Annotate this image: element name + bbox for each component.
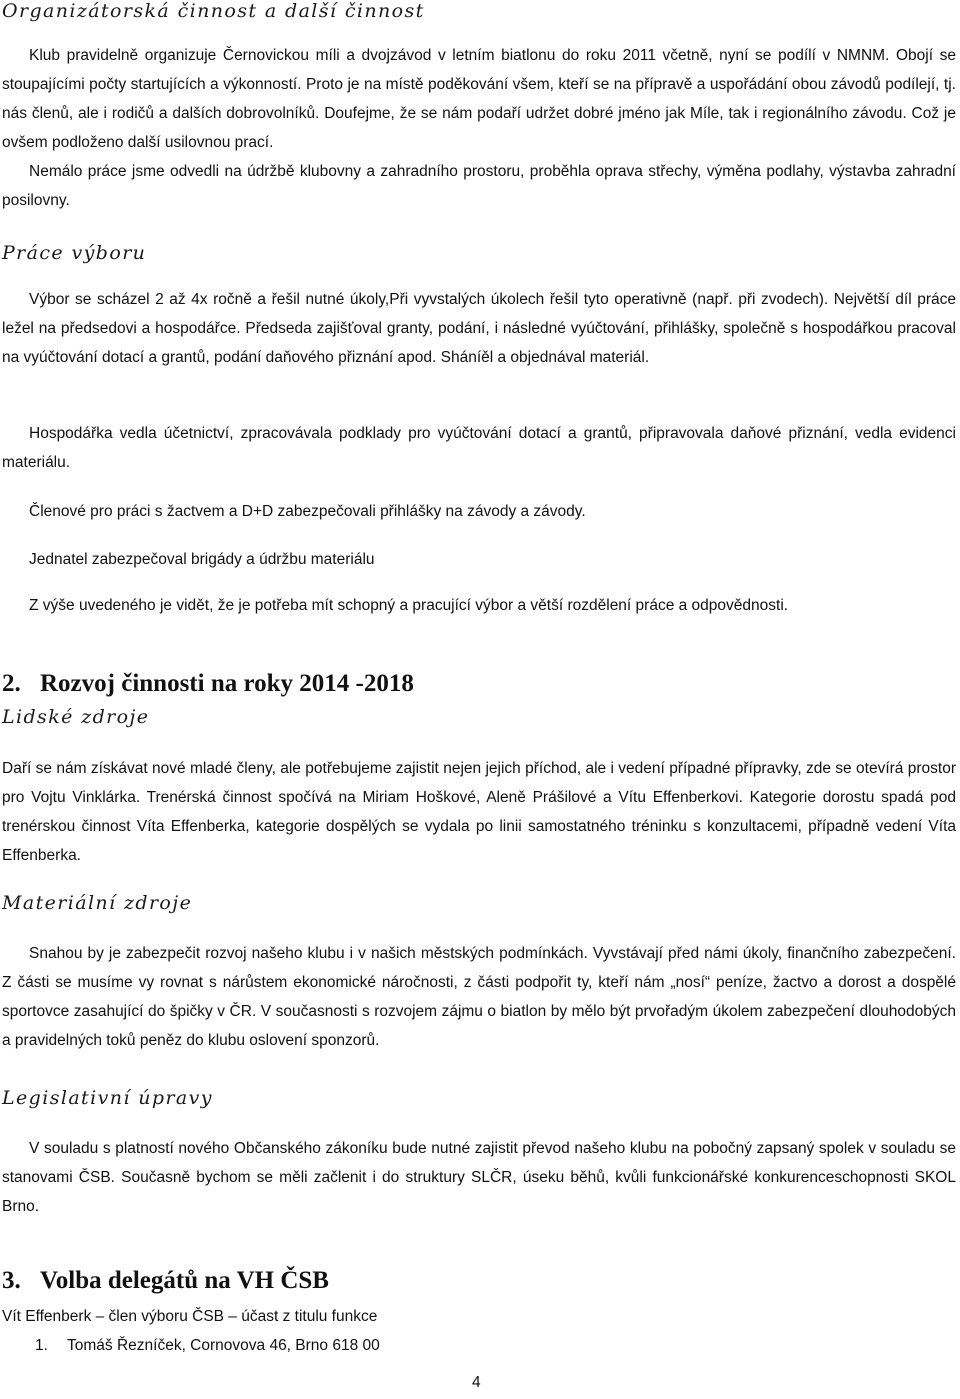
section-heading-volba <box>2 1267 329 1295</box>
list-item-marker: 1. <box>35 1337 48 1354</box>
paragraph-vybor-5: Z výše uvedeného je vidět, že je potřeba mít schopný a pracující výbor a větší rozdělení práce a odpovědnosti. <box>29 597 789 614</box>
page-number: 4 <box>472 1374 481 1391</box>
section-heading-organizacni: Organizátorská činnost a další činnost <box>2 0 425 22</box>
paragraph-vybor-2: Hospodářka vedla účetnictví, zpracovávala podklady pro vyúčtování dotací a grantů, připravovala daňové přiznání, vedla evidenci materiálu. <box>2 425 956 471</box>
volba-intro: Vít Effenberk – člen výboru ČSB – účast z titulu funkce <box>2 1308 378 1325</box>
subsection-heading-lidske-zdroje: Lidské zdroje <box>2 706 150 728</box>
paragraph-organizacni-1: Klub pravidelně organizuje Černovickou míli a dvojzávod v letním biatlonu do roku 2011 včetně, nyní se podílí v NMNM. Obojí se stoupajícími počty startujících a výkonností. Proto je na místě poděkování všem, kteří se na přípravě a uspořádání obou závodů podílejí, tj. nás členů, ale i rodičů a dalších dobrovolníků. Doufejme, že se nám podaří udržet dobré jméno jak Míle, tak i regionálního závodu. Což je ovšem podloženo další usilovnou prací. <box>2 47 956 151</box>
paragraph-legislativni-upravy: V souladu s platností nového Občanského zákoníku bude nutné zajistit převod našeho klubu na pobočný zapsaný spolek v souladu se stanovami ČSB. Současně bychom se měli začlenit i do struktury SLČR, úseku běhů, kvůli funkcionářské konkurenceschopnosti SKOL Brno. <box>2 1140 956 1215</box>
list-item-text: Tomáš Řezníček, Cornovova 46, Brno 618 00 <box>67 1337 380 1354</box>
section-heading-prace-vyboru: Práce výboru <box>2 242 147 264</box>
section-title-volba: Volba delegátů na VH ČSB <box>40 1267 329 1294</box>
section-number-volba: 3. <box>2 1267 21 1294</box>
section-number-rozvoj: 2. <box>2 670 21 697</box>
paragraph-vybor-3: Členové pro práci s žactvem a D+D zabezpečovali přihlášky na závody a závody. <box>29 503 586 520</box>
subsection-heading-materialni-zdroje: Materiální zdroje <box>2 892 193 914</box>
section-heading-rozvoj <box>2 670 414 698</box>
subsection-heading-legislativni-upravy: Legislativní úpravy <box>2 1087 213 1109</box>
section-title-rozvoj: Rozvoj činnosti na roky 2014 -2018 <box>40 670 414 697</box>
paragraph-vybor-1: Výbor se scházel 2 až 4x ročně a řešil nutné úkoly,Při vyvstalých úkolech řešil tyto operativně (např. při zvodech). Největší díl práce ležel na předsedovi a hospodářce. Předseda zajišťoval granty, podání, i následné vyúčtování, přihlášky, společně s hospodářkou pracoval na vyúčtování dotací a grantů, podání daňového přiznání apod. Sháníěl a objednával materiál. <box>2 291 956 366</box>
paragraph-vybor-4: Jednatel zabezpečoval brigády a údržbu materiálu <box>29 551 375 568</box>
list-item <box>35 1331 380 1360</box>
paragraph-materialni-zdroje: Snahou by je zabezpečit rozvoj našeho klubu i v našich městských podmínkách. Vyvstávají před námi úkoly, finančního zabezpečení. Z části se musíme vy rovnat s nárůstem ekonomické náročnosti, z části podpořit ty, kteří nám „nosí“ peníze, žactvo a dorost a dospělé sportovce zasahující do špičky v ČR. V současnosti s rozvojem zájmu o biatlon by mělo být prvořadým úkolem zabezpečení dlouhodobých a pravidelných toků peněz do klubu oslovení sponzorů. <box>2 945 956 1049</box>
paragraph-lidske-zdroje: Daří se nám získávat nové mladé členy, ale potřebujeme zajistit nejen jejich příchod, ale i vedení případné přípravky, zde se otevírá prostor pro Vojtu Vinklárka. Trenérská činnost spočívá na Miriam Hoškové, Aleně Prášilové a Vítu Effenberkovi. Kategorie dorostu spadá pod trenérskou činnost Víta Effenberka, kategorie dospělých se vydala po linii samostatného tréninku s konzultacemi, případně vedení Víta Effenberka. <box>2 760 956 864</box>
paragraph-organizacni-2: Nemálo práce jsme odvedli na údržbě klubovny a zahradního prostoru, proběhla oprava střechy, výměna podlahy, výstavba zahradní posilovny. <box>2 163 956 209</box>
